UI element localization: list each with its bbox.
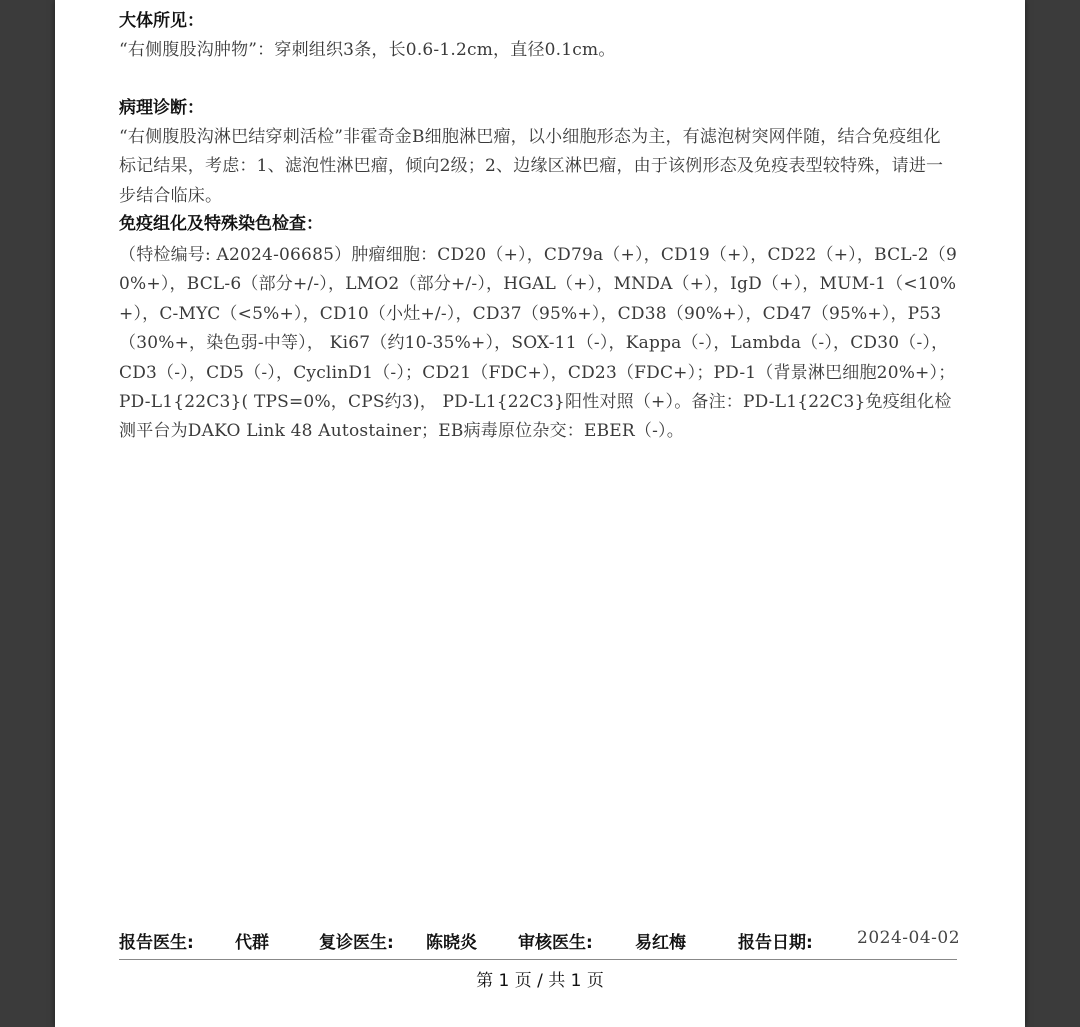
report-date-label: 报告日期: <box>738 933 813 953</box>
review-doctor-name: 陈晓炎 <box>426 933 477 953</box>
diagnosis-heading: 病理诊断： <box>119 98 204 118</box>
report-doctor-label: 报告医生: <box>119 933 194 953</box>
footer-divider <box>119 959 957 960</box>
report-doctor-name: 代群 <box>235 933 269 953</box>
diagnosis-text: “右侧腹股沟淋巴结穿刺活检”非霍奇金B细胞淋巴瘤，以小细胞形态为主，有滤泡树突网伴随，结合免疫组化标记结果，考虑：1、滤泡性淋巴瘤，倾向2级；2、边缘区淋巴瘤，由于该例形态及免疫表型较特殊，请进一步结合临床。 <box>119 127 944 206</box>
signature-footer <box>119 924 961 954</box>
gross-text: “右侧腹股沟肿物”：穿刺组织3条，长0.6-1.2cm，直径0.1cm。 <box>119 40 616 60</box>
report-page <box>55 0 1025 1027</box>
review-doctor-label: 复诊医生: <box>319 933 394 953</box>
ihc-heading: 免疫组化及特殊染色检查： <box>119 214 323 234</box>
audit-doctor-label: 审核医生: <box>518 933 593 953</box>
page-number: 第 1 页 / 共 1 页 <box>476 971 604 991</box>
gross-heading: 大体所见： <box>119 11 204 31</box>
ihc-text: （特检编号: A2024-06685）肿瘤细胞：CD20（+），CD79a（+），CD19（+），CD22（+），BCL-2（90%+），BCL-6（部分+/-），LMO2（部分+/-），HGAL（+），MNDA（+），IgD（+），MUM-1（<10%+），C-MYC（<5%+），CD10（小灶+/-），CD37（95%+），CD38（90%+），CD47（95%+），P53（30%+，染色弱-中等）， Ki67（约10-35%+），SOX-11（-），Kappa（-），Lambda（-），CD30（-），CD3（-），CD5（-），CyclinD1（-）；CD21（FDC+），CD23（FDC+）；PD-1（背景淋巴细胞20%+）；PD-L1{22C3}( TPS=0%，CPS约3)， PD-L1{22C3}阳性对照（+）。备注：PD-L1{22C3}免疫组化检测平台为DAKO Link 48 Autostainer；EB病毒原位杂交：EBER（-）。 <box>119 245 957 442</box>
report-date-value: 2024-04-02 <box>857 928 961 948</box>
audit-doctor-name: 易红梅 <box>635 933 686 953</box>
